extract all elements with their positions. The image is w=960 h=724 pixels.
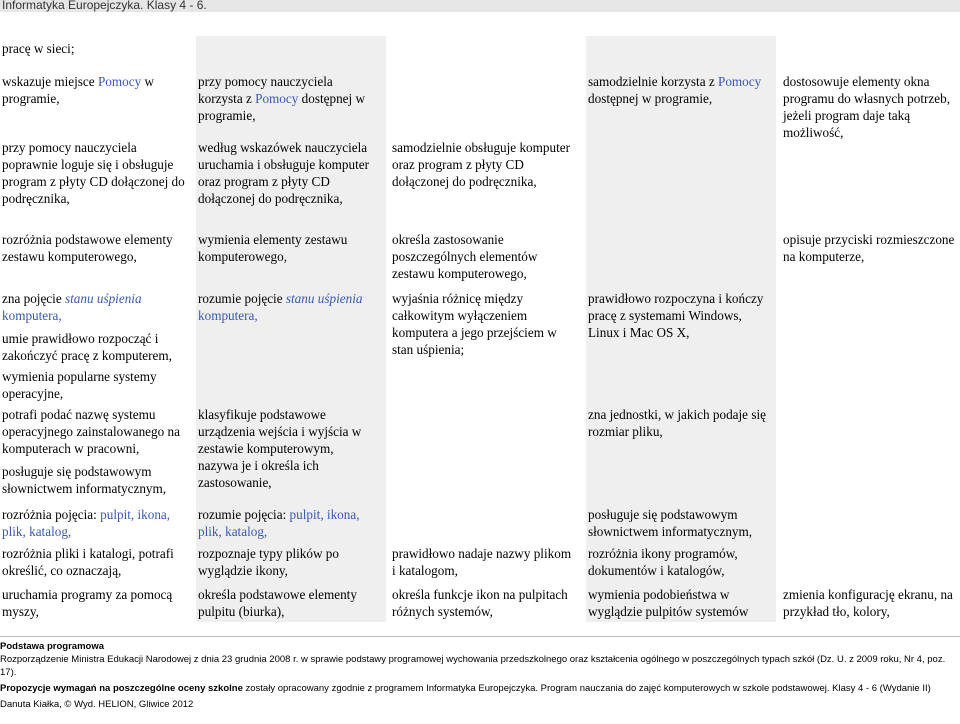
document-header [0, 0, 960, 12]
table-row [0, 506, 960, 545]
cell-text: przy pomocy nauczyciela korzysta z Pomocy dostępnej w programie, [198, 74, 366, 123]
table-cell [783, 73, 960, 141]
cell-text: wymienia popularne systemy operacyjne, [2, 369, 157, 401]
table-cell [198, 545, 376, 579]
term-highlight: stanu uśpienia [64, 291, 142, 306]
table-cell [588, 586, 768, 620]
table-row [0, 139, 960, 231]
table-cell [2, 139, 185, 207]
column-shade [586, 227, 776, 286]
table-row [0, 231, 960, 290]
term-highlight: plik, katalog, [2, 524, 72, 539]
footer-note-bold: Propozycje wymagań na poszczególne oceny szkolne [0, 683, 243, 694]
cell-text: według wskazówek nauczyciela uruchamia i obsługuje komputer oraz program z płyty CD dołączonej do podręcznika, [198, 140, 370, 206]
cell-text: zna pojęcie stanu uśpienia komputera, [2, 291, 142, 323]
term-highlight: pulpit, ikona, [100, 507, 171, 522]
cell-text: wymienia elementy zestawu komputerowego, [198, 232, 348, 264]
table-cell [2, 545, 185, 579]
table-cell [392, 586, 572, 620]
column-shade [196, 36, 386, 69]
cell-text: określa zastosowanie poszczególnych elementów zestawu komputerowego, [392, 232, 538, 281]
term-highlight: stanu uśpienia [285, 291, 363, 306]
table-row [0, 545, 960, 586]
cell-text: określa podstawowe elementy pulpitu (biurka), [198, 587, 357, 619]
table-row [0, 406, 960, 506]
table-row [0, 586, 960, 626]
table-cell [392, 139, 572, 190]
table-cell [588, 545, 768, 579]
cell-text: rozróżnia ikony programów, dokumentów i katalogów, [588, 546, 738, 578]
table-cell [2, 586, 185, 620]
cell-text: rozróżnia podstawowe elementy zestawu komputerowego, [2, 232, 173, 264]
column-shade [586, 135, 776, 227]
cell-text: samodzielnie korzysta z Pomocy dostępnej w programie, [588, 74, 762, 106]
cell-text: prawidłowo rozpoczyna i kończy pracę z systemami Windows, Linux i Mac OS X, [588, 291, 764, 340]
cell-text: wymienia podobieństwa w wyglądzie pulpitów systemów [588, 587, 749, 619]
cell-text: wskazuje miejsce Pomocy w programie, [2, 74, 155, 106]
footer-divider [0, 636, 960, 637]
cell-text: pracę w sieci; [2, 41, 75, 56]
table-row [0, 290, 960, 368]
table-cell [588, 290, 768, 341]
term-highlight: Pomocy [718, 74, 762, 89]
document-title: Informatyka Europejczyka. Klasy 4 - 6. [2, 0, 207, 12]
term-highlight: pulpit, ikona, [289, 507, 360, 522]
table-cell [2, 368, 185, 402]
table-cell [2, 73, 185, 107]
table-cell [783, 586, 960, 620]
table-cell [588, 406, 768, 440]
table-cell [588, 506, 768, 540]
footer-heading: Podstawa programowa [0, 641, 104, 652]
table-cell [392, 290, 572, 358]
footer-author: Danuta Kiałka, © Wyd. HELION, Gliwice 2012 [0, 699, 194, 710]
table-cell [2, 506, 185, 540]
footer-note-rest: zostały opracowany zgodnie z programem Informatyka Europejczyka. Program nauczania do zajęć komputerowych w szkole podstawowej. Klasy 4 - 6 (Wydanie II) [242, 683, 931, 694]
term-highlight: komputera, [2, 308, 62, 323]
table-cell [198, 290, 376, 324]
cell-text: określa funkcje ikon na pulpitach różnych systemów, [392, 587, 568, 619]
cell-text: wyjaśnia różnicę między całkowitym wyłączeniem komputera a jego przejściem w stan uśpienia; [392, 291, 557, 357]
cell-text: posługuje się podstawowym słownictwem informatycznym, [588, 507, 753, 539]
table-cell [2, 231, 185, 265]
term-highlight: komputera, [198, 308, 258, 323]
cell-text: dostosowuje elementy okna programu do własnych potrzeb, jeżeli program daje taką możliwość, [783, 74, 950, 140]
cell-text: rozpoznaje typy plików po wyglądzie ikony, [198, 546, 339, 578]
cell-text: opisuje przyciski rozmieszczone na komputerze, [783, 232, 955, 264]
table-cell [198, 406, 376, 491]
table-cell [198, 506, 376, 540]
table-cell [198, 586, 376, 620]
cell-text: rozróżnia pliki i katalogi, potrafi określić, co oznaczają, [2, 546, 174, 578]
column-shade [586, 36, 776, 69]
table-row [0, 368, 960, 406]
table-row [0, 73, 960, 139]
cell-text: przy pomocy nauczyciela poprawnie loguje się i obsługuje program z płyty CD dołączonej do podręcznika, [2, 140, 185, 206]
cell-text: rozumie pojęcia: pulpit, ikona, plik, katalog, [198, 507, 360, 539]
table-cell [198, 231, 376, 265]
cell-text: umie prawidłowo rozpocząć i zakończyć pracę z komputerem, [2, 331, 172, 363]
column-shade [586, 364, 776, 402]
requirements-table [0, 40, 960, 640]
term-highlight: plik, katalog, [198, 524, 268, 539]
term-highlight: Pomocy [255, 91, 299, 106]
term-highlight: Pomocy [97, 74, 142, 89]
table-cell [392, 545, 572, 579]
table-cell [2, 290, 185, 364]
footer-note [0, 682, 960, 695]
table-cell [2, 406, 185, 497]
cell-text: zna jednostki, w jakich podaje się rozmiar pliku, [588, 407, 766, 439]
cell-text: zmienia konfigurację ekranu, na przykład tło, kolory, [783, 587, 953, 619]
cell-text: uruchamia programy za pomocą myszy, [2, 587, 173, 619]
cell-text: klasyfikuje podstawowe urządzenia wejścia i wyjścia w zestawie komputerowym, nazywa je i określa ich zastosowanie, [198, 407, 362, 490]
table-cell [2, 40, 185, 57]
table-cell [198, 73, 376, 124]
footer [0, 640, 960, 711]
cell-text: samodzielnie obsługuje komputer oraz program z płyty CD dołączonej do podręcznika, [392, 140, 570, 189]
cell-text: prawidłowo nadaje nazwy plikom i katalogom, [392, 546, 572, 578]
cell-text: potrafi podać nazwę systemu operacyjnego zainstalowanego na komputerach w pracowni, [2, 407, 180, 456]
column-shade [196, 364, 386, 402]
cell-text: rozumie pojęcie stanu uśpienia komputera, [198, 291, 363, 323]
table-cell [392, 231, 572, 282]
cell-text: rozróżnia pojęcia: pulpit, ikona, plik, katalog, [2, 507, 171, 539]
table-cell [198, 139, 376, 207]
footer-regulation: Rozporządzenie Ministra Edukacji Narodowej z dnia 23 grudnia 2008 r. w sprawie podstawy programowej wychowania przedszkolnego oraz kształcenia ogólnego w poszczególnych typach szkół (Dz. U. z 2009 roku, Nr 4, poz. 17). [0, 654, 946, 678]
table-cell [783, 231, 960, 265]
table-cell [588, 73, 768, 107]
table-row [0, 40, 960, 73]
cell-text: posługuje się podstawowym słownictwem informatycznym, [2, 464, 167, 496]
